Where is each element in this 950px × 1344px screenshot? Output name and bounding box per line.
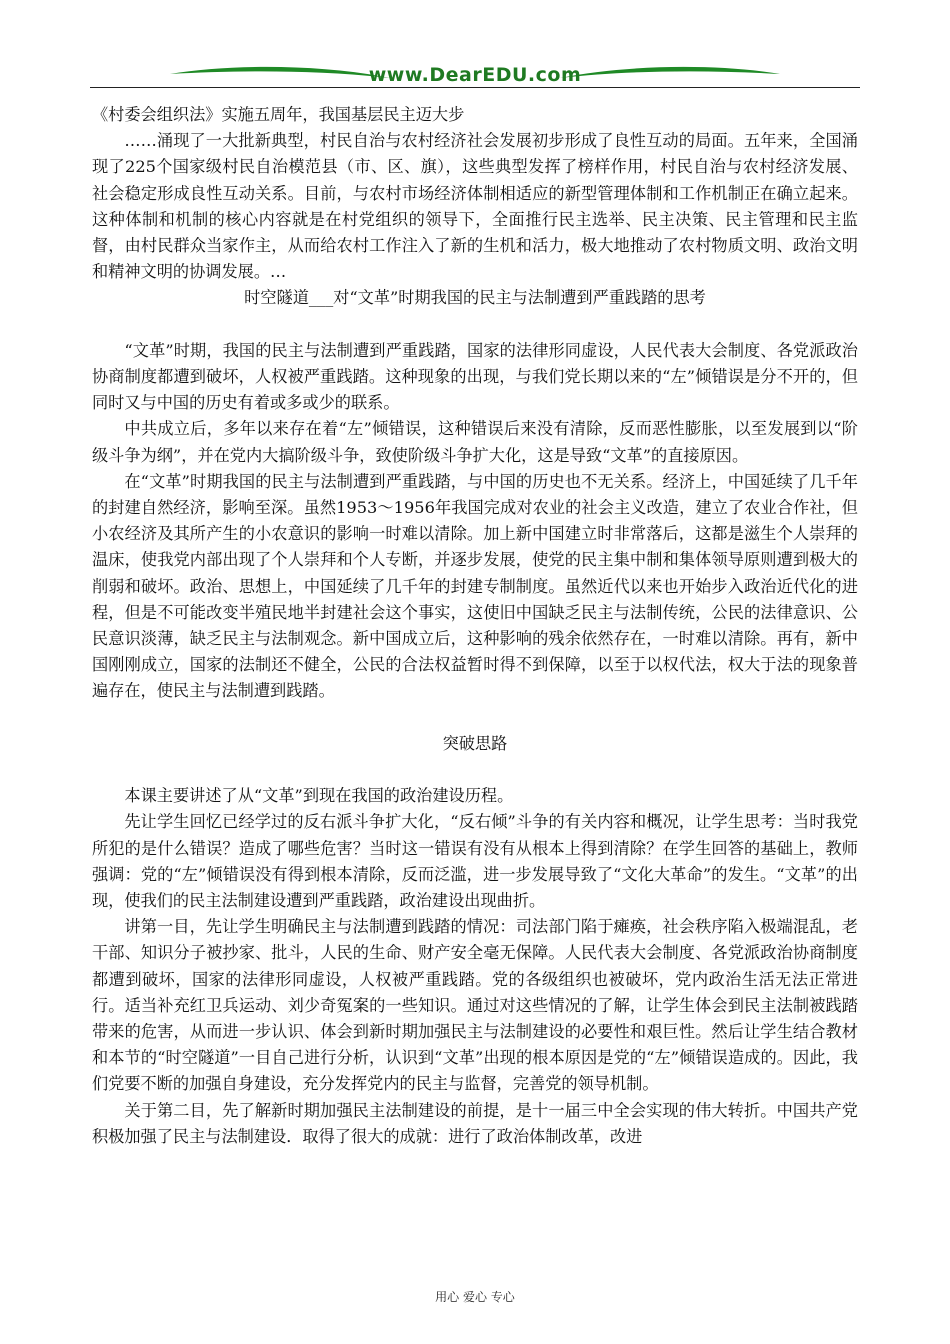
page-footer: 用心 爱心 专心 — [435, 1290, 515, 1304]
paragraph: “文革”时期，我国的民主与法制遭到严重践踏，国家的法律形同虚设，人民代表大会制度、各党派政治协商制度都遭到破坏，人权被严重践踏。这种现象的出现，与我们党长期以来的“左”倾错误是分不开的，但同时又与中国的历史有着或多或少的联系。 — [92, 340, 858, 413]
site-logo-text[interactable]: www.DearEDU.com — [368, 64, 582, 86]
article-title: 《村委会组织法》实施五周年，我国基层民主迈大步 — [92, 105, 465, 124]
article-intro: ……涌现了一大批新典型，村民自治与农村经济社会发展初步形成了良性互动的局面。五年来，全国涌现了225个国家级村民自治模范县（市、区、旗），这些典型发挥了榜样作用，村民自治与农村经济发展、社会稳定形成良性互动关系。目前，与农村市场经济体制相适应的新型管理体制和工作机制正在确立起来。这种体制和机制的核心内容就是在村党组织的领导下，全面推行民主选举、民主决策、民主管理和民主监督，由村民群众当家作主，从而给农村工作注入了新的生机和活力，极大地推动了农村物质文明、政治文明和精神文明的协调发展。… — [92, 131, 858, 282]
document-body — [92, 102, 858, 1150]
section-heading-time-tunnel: 时空隧道___对“文革”时期我国的民主与法制遭到严重践踏的思考 — [244, 288, 706, 308]
paragraph: 先让学生回忆已经学过的反右派斗争扩大化，“反右倾”斗争的有关内容和概况，让学生思考：当时我党所犯的是什么错误？造成了哪些危害？当时这一错误有没有从根本上得到清除？在学生回答的基础上，教师强调：党的“左”倾错误没有得到根本清除，反而泛滥，进一步发展导致了“文化大革命”的发生。“文革”的出现，使我们的民主法制建设遭到严重践踏，政治建设出现曲折。 — [92, 812, 858, 911]
paragraph: 中共成立后，多年以来存在着“左”倾错误，这种错误后来没有清除，反而恶性膨胀，以至发展到以“阶级斗争为纲”，并在党内大搞阶级斗争，致使阶级斗争扩大化，这是导致“文革”的直接原因。 — [92, 419, 858, 465]
paragraph: 在“文革”时期我国的民主与法制遭到严重践踏，与中国的历史也不无关系。经济上，中国延续了几千年的封建自然经济，影响至深。虽然1953～1956年我国完成对农业的社会主义改造，建立了农业合作社，但小农经济及其所产生的小农意识的影响一时难以清除。加上新中国建立时非常落后，这都是滋生个人崇拜的温床，使我党内部出现了个人崇拜和个人专断，并逐步发展，使党的民主集中制和集体领导原则遭到极大的削弱和破坏。政治、思想上，中国延续了几千年的封建专制制度。虽然近代以来也开始步入政治近代化的进程，但是不可能改变半殖民地半封建社会这个事实，这使旧中国缺乏民主与法制传统，公民的法律意识、公民意识淡薄，缺乏民主与法制观念。新中国成立后，这种影响的残余依然存在，一时难以清除。再有，新中国刚刚成立，国家的法制还不健全，公民的合法权益暂时得不到保障，以至于以权代法，权大于法的现象普遍存在，使民主与法制遭到践踏。 — [92, 471, 858, 701]
page-header — [90, 58, 860, 92]
paragraph: 关于第二目，先了解新时期加强民主法制建设的前提，是十一届三中全会实现的伟大转折。中国共产党积极加强了民主与法制建设．取得了很大的成就：进行了政治体制改革，改进 — [92, 1100, 858, 1146]
section-heading-breakthrough: 突破思路 — [442, 733, 508, 753]
paragraph: 本课主要讲述了从“文革”到现在我国的政治建设历程。 — [124, 786, 514, 806]
paragraph: 讲第一目，先让学生明确民主与法制遭到践踏的情况：司法部门陷于瘫痪，社会秩序陷入极端混乱，老干部、知识分子被抄家、批斗，人民的生命、财产安全毫无保障。人民代表大会制度、各党派政治协商制度都遭到破坏，国家的法律形同虚设，人权被严重践踏。党的各级组织也被破坏，党内政治生活无法正常进行。适当补充红卫兵运动、刘少奇冤案的一些知识。通过对这些情况的了解，让学生体会到民主法制被践踏带来的危害，从而进一步认识、体会到新时期加强民主与法制建设的必要性和艰巨性。然后让学生结合教材和本节的“时空隧道”一目自己进行分析，认识到“文革”出现的根本原因是党的“左”倾错误造成的。因此，我们党要不断的加强自身建设，充分发挥党内的民主与监督，完善党的领导机制。 — [92, 917, 858, 1094]
header-rule — [90, 87, 860, 88]
